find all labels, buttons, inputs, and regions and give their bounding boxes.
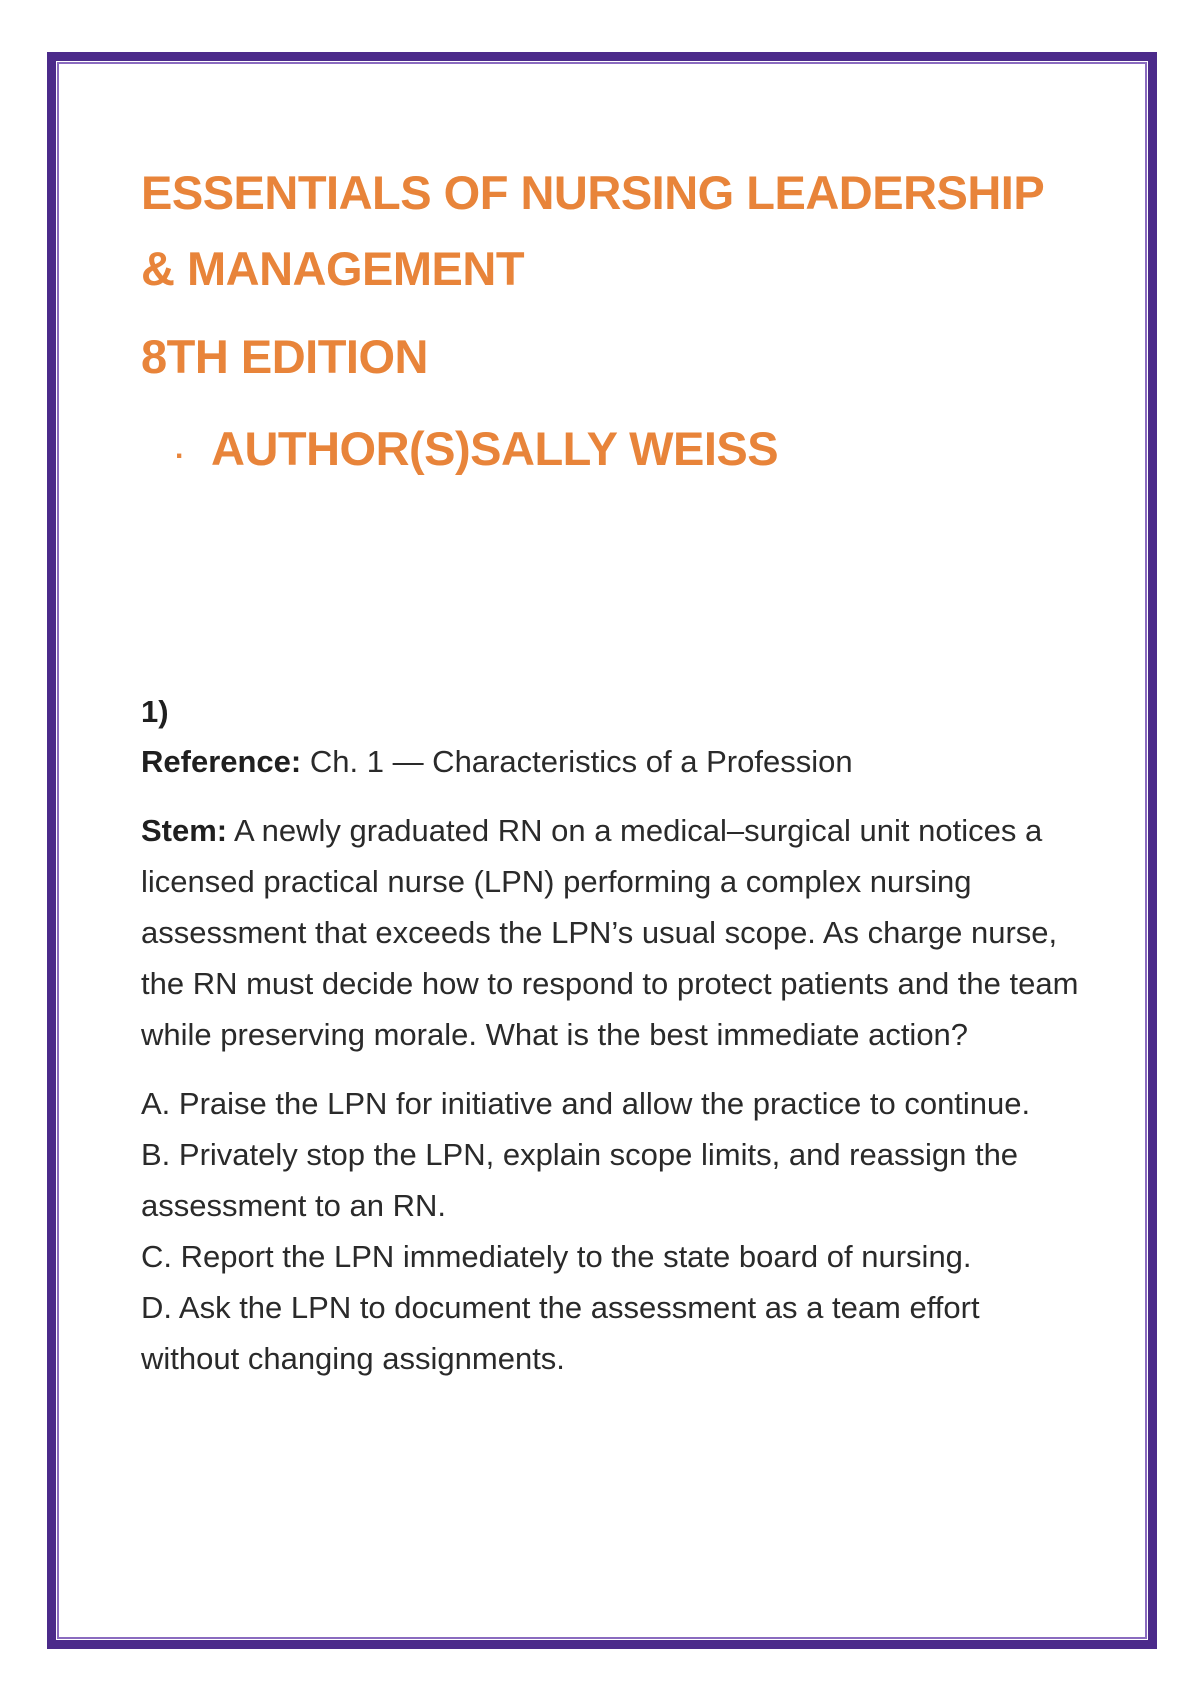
answer-options <box>141 1078 1081 1384</box>
question-reference <box>141 737 1081 787</box>
reference-text: Ch. 1 — Characteristics of a Profession <box>301 744 853 779</box>
stem-label: Stem: <box>141 813 228 848</box>
question-number: 1) <box>141 694 169 729</box>
edition-label: 8TH EDITION <box>141 330 428 383</box>
stem-text: A newly graduated RN on a medical–surgical unit notices a licensed practical nurse (LPN) performing a complex nursing assessment that exceeds the LPN’s usual scope. As charge nurse, the RN must decide how to respond to protect patients and the team while preserving morale. What is the best immediate action? <box>141 813 1079 1052</box>
document-content <box>141 155 1081 1384</box>
document-title: ESSENTIALS OF NURSING LEADERSHIP & MANAGEMENT <box>141 166 1044 295</box>
answer-option-c: C. Report the LPN immediately to the state board of nursing. <box>141 1239 972 1274</box>
author-line <box>141 419 1081 479</box>
answer-option-b: B. Privately stop the LPN, explain scope limits, and reassign the assessment to an RN. <box>141 1137 1019 1223</box>
bullet-marker: . <box>175 432 184 465</box>
author-name: AUTHOR(S)SALLY WEISS <box>211 422 779 475</box>
reference-label: Reference: <box>141 744 302 779</box>
answer-option-d: D. Ask the LPN to document the assessment as a team effort without changing assignments. <box>141 1290 980 1376</box>
answer-option-a: A. Praise the LPN for initiative and allow the practice to continue. <box>141 1086 1031 1121</box>
question-stem <box>141 805 1081 1060</box>
